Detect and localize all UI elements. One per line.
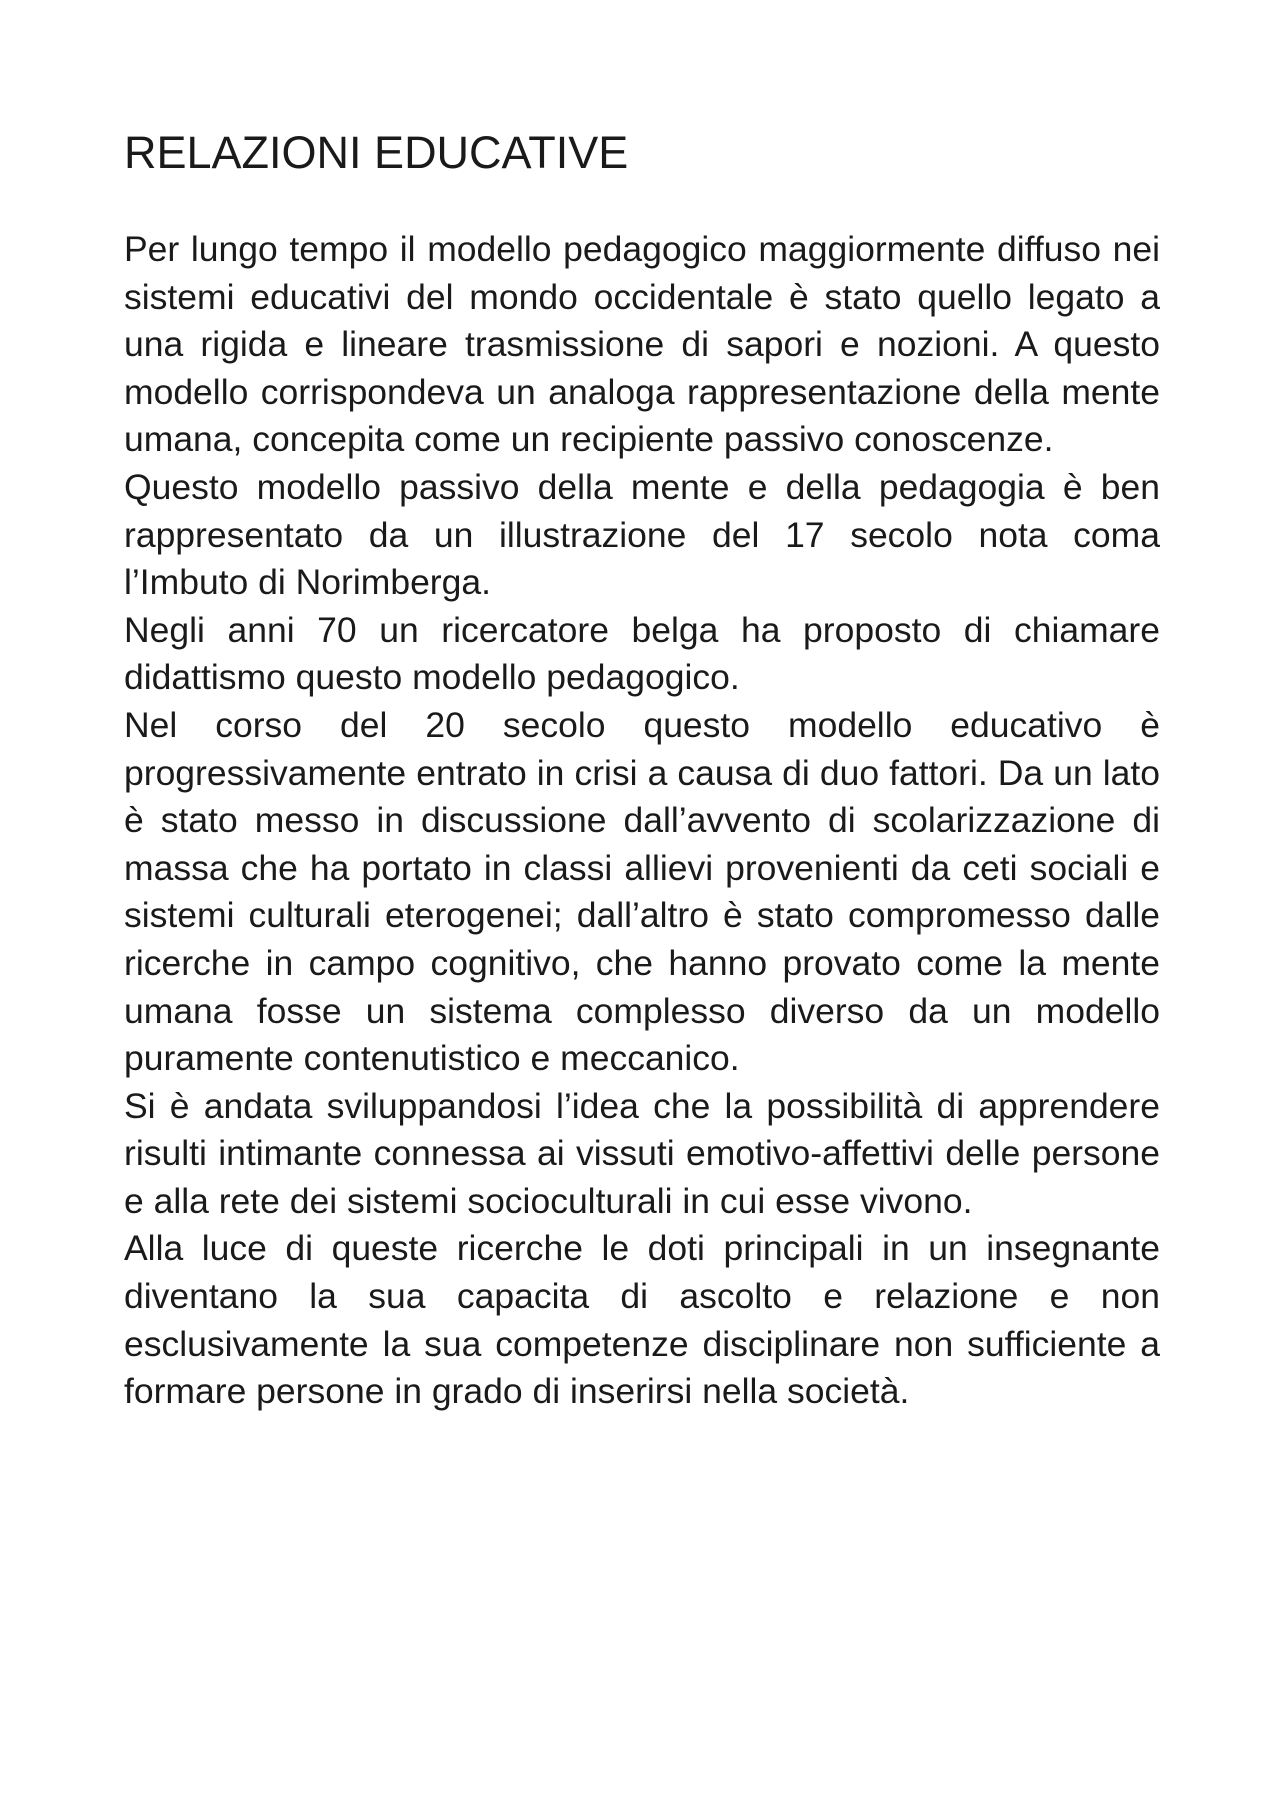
paragraph: Negli anni 70 un ricercatore belga ha proposto di chiamare didattismo questo modello pedagogico.	[124, 609, 1160, 698]
paragraph: Questo modello passivo della mente e della pedagogia è ben rappresentato da un illustrazione del 17 secolo nota coma l’Imbuto di Norimberga.	[124, 466, 1160, 603]
page-title: RELAZIONI EDUCATIVE	[124, 127, 629, 178]
paragraph: Si è andata sviluppandosi l’idea che la possibilità di apprendere risulti intimante connessa ai vissuti emotivo-affettivi delle persone e alla rete dei sistemi socioculturali in cui esse vivono.	[124, 1085, 1160, 1221]
paragraph: Per lungo tempo il modello pedagogico maggiormente diffuso nei sistemi educativi del mondo occidentale è stato quello legato a una rigida e lineare trasmissione di sapori e nozioni. A questo modello corrispondeva un analoga rappresentazione della mente umana, concepita come un recipiente passivo conoscenze.	[124, 229, 1160, 460]
paragraph: Nel corso del 20 secolo questo modello educativo è progressivamente entrato in crisi a causa di duo fattori. Da un lato è stato messo in discussione dall’avvento di scolarizzazione di massa che ha portato in classi allievi provenienti da ceti sociali e sistemi culturali eterogenei; dall’altro è stato compromesso dalle ricerche in campo cognitivo, che hanno provato come la mente umana fosse un sistema complesso diverso da un modello puramente contenutistico e meccanico.	[124, 704, 1160, 1079]
document-page	[124, 126, 1160, 1416]
document-body	[124, 226, 1160, 1416]
paragraph: Alla luce di queste ricerche le doti principali in un insegnante diventano la sua capacita di ascolto e relazione e non esclusivamente la sua competenze disciplinare non sufficiente a formare persone in grado di inserirsi nella società.	[124, 1228, 1160, 1412]
